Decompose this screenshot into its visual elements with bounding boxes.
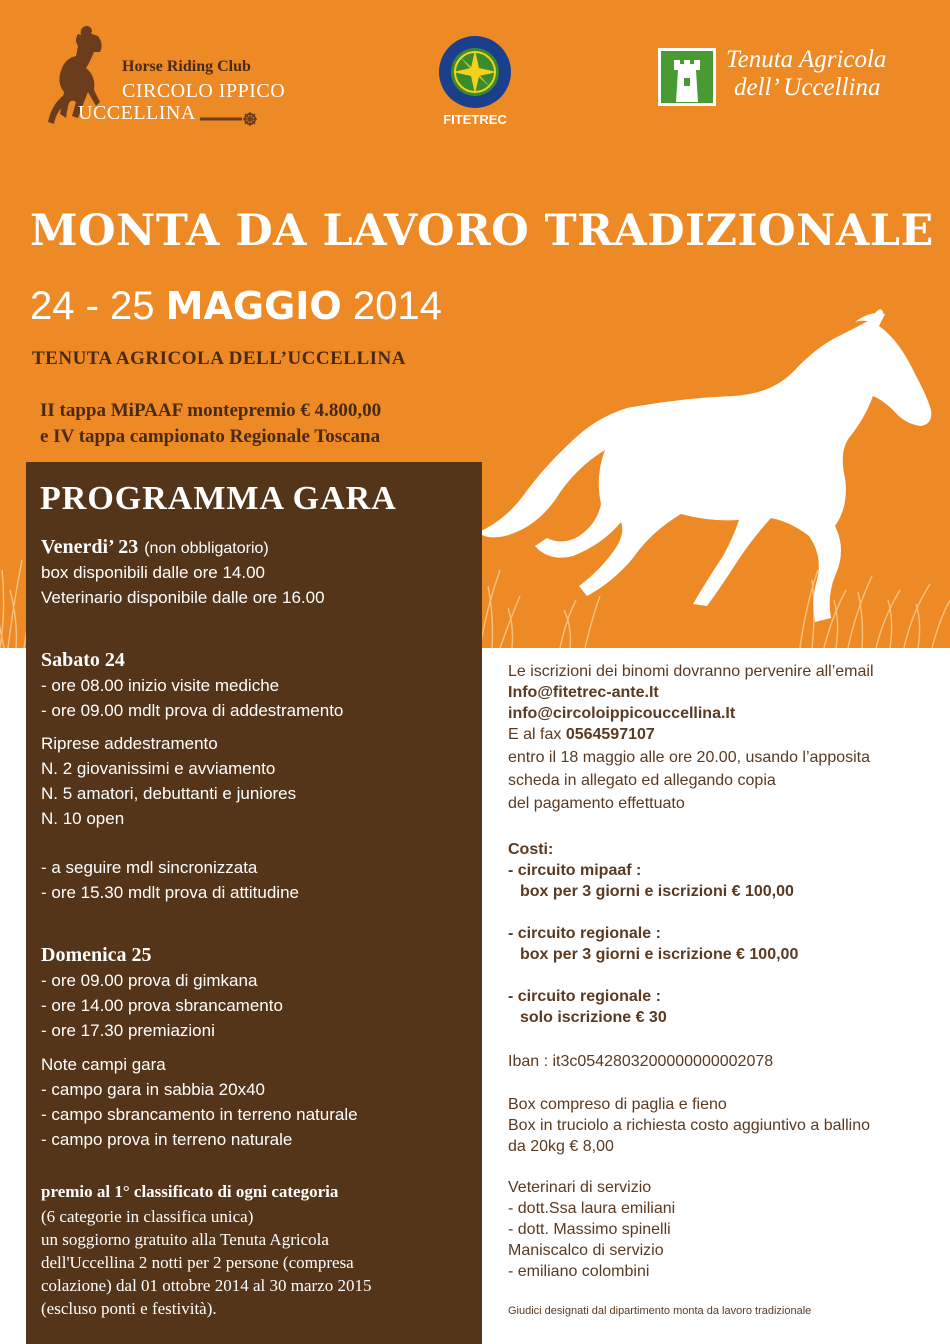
prize-line: un soggiorno gratuito alla Tenuta Agricola bbox=[41, 1230, 329, 1249]
sunday-line: - ore 09.00 prova di gimkana bbox=[41, 971, 258, 990]
fitetrec-logo bbox=[420, 34, 530, 134]
prize-line: colazione) dal 01 ottobre 2014 al 30 marzo 2015 bbox=[41, 1276, 372, 1295]
notes-line: - campo sbrancamento in terreno naturale bbox=[41, 1105, 358, 1124]
friday-heading-text: Venerdi’ 23 bbox=[41, 536, 139, 558]
programma-gara-panel bbox=[26, 462, 482, 1344]
riprese-heading: Riprese addestramento bbox=[41, 734, 218, 753]
notes-line: - campo prova in terreno naturale bbox=[41, 1130, 293, 1149]
costi-heading: Costi: bbox=[508, 841, 554, 858]
event-days: 24 - 25 bbox=[30, 284, 155, 328]
riprese-line: N. 10 open bbox=[41, 809, 125, 828]
cost-detail: box per 3 giorni e iscrizioni € 100,00 bbox=[520, 883, 794, 900]
cost-detail: box per 3 giorni e iscrizione € 100,00 bbox=[520, 946, 799, 963]
cost-label: - circuito regionale : bbox=[508, 925, 661, 942]
box-line: da 20kg € 8,00 bbox=[508, 1138, 614, 1155]
email-link[interactable]: Info@fitetrec-ante.It bbox=[508, 684, 659, 701]
tenuta-logo bbox=[658, 46, 928, 116]
event-title: MONTA DA LAVORO TRADIZIONALE bbox=[30, 206, 934, 256]
box-line: Box in truciolo a richiesta costo aggiuntivo a ballino bbox=[508, 1117, 870, 1134]
stage-line-2: e IV tappa campionato Regionale Toscana bbox=[40, 426, 381, 447]
tower-icon bbox=[658, 48, 716, 106]
event-month: MAGGIO bbox=[165, 284, 342, 328]
fax-line bbox=[508, 726, 655, 744]
friday-line: box disponibili dalle ore 14.00 bbox=[41, 563, 265, 582]
fax-label: E al fax bbox=[508, 726, 562, 743]
galloping-horse-silhouette bbox=[475, 300, 935, 640]
stage-line-1: II tappa MiPAAF montepremio € 4.800,00 bbox=[40, 400, 382, 421]
event-year: 2014 bbox=[352, 284, 442, 328]
deadline-line: del pagamento effettuato bbox=[508, 795, 685, 812]
club-name-line2: UCCELLINA bbox=[78, 102, 196, 124]
federation-label: FITETREC bbox=[443, 112, 507, 127]
prize-line: (6 categorie in classifica unica) bbox=[41, 1207, 254, 1226]
saturday-after-line: - a seguire mdl sincronizzata bbox=[41, 858, 258, 877]
saturday-heading: Sabato 24 bbox=[41, 649, 125, 671]
deadline-line: entro il 18 maggio alle ore 20.00, usando l’apposita bbox=[508, 749, 871, 766]
cost-label: - circuito regionale : bbox=[508, 988, 661, 1005]
prize-heading: premio al 1° classificato di ogni categoria bbox=[41, 1182, 339, 1201]
friday-note: (non obbligatorio) bbox=[144, 540, 269, 557]
prize-line: (escluso ponti e festività). bbox=[41, 1299, 217, 1318]
fitetrec-compass-emblem-icon bbox=[420, 34, 530, 114]
event-dates bbox=[30, 284, 442, 329]
event-venue: TENUTA AGRICOLA DELL’UCCELLINA bbox=[32, 348, 406, 369]
saturday-line: - ore 08.00 inizio visite mediche bbox=[41, 676, 280, 695]
farrier-line: - emiliano colombini bbox=[508, 1263, 650, 1280]
prize-line: dell'Uccellina 2 notti per 2 persone (compresa bbox=[41, 1253, 354, 1272]
club-name-line1: CIRCOLO IPPICO bbox=[122, 80, 286, 102]
sunday-line: - ore 17.30 premiazioni bbox=[41, 1021, 215, 1040]
vet-line: - dott. Massimo spinelli bbox=[508, 1221, 671, 1238]
iscrizioni-intro: Le iscrizioni dei binomi dovranno pervenire all’email bbox=[508, 663, 874, 680]
friday-heading bbox=[41, 536, 269, 559]
box-line: Box compreso di paglia e fieno bbox=[508, 1096, 727, 1113]
club-subtitle: Horse Riding Club bbox=[122, 58, 251, 75]
riprese-line: N. 5 amatori, debuttanti e juniores bbox=[41, 784, 297, 803]
tenuta-name-line2: dell’ Uccellina bbox=[734, 74, 881, 101]
footer-note: Giudici designati dal dipartimento monta da lavoro tradizionale bbox=[508, 1305, 812, 1317]
circolo-ippico-logo bbox=[38, 22, 298, 132]
farrier-heading: Maniscalco di servizio bbox=[508, 1242, 664, 1259]
cost-label: - circuito mipaaf : bbox=[508, 862, 642, 879]
saturday-after-line: - ore 15.30 mdlt prova di attitudine bbox=[41, 883, 299, 902]
fax-number: 0564597107 bbox=[565, 726, 655, 743]
sunday-heading: Domenica 25 bbox=[41, 944, 152, 966]
notes-heading: Note campi gara bbox=[41, 1055, 166, 1074]
programma-title: PROGRAMMA GARA bbox=[40, 480, 397, 517]
email-link[interactable]: info@circoloippicouccellina.It bbox=[508, 705, 736, 722]
iban-line: Iban : it3c0542803200000000002078 bbox=[508, 1053, 774, 1070]
tenuta-name-line1: Tenuta Agricola bbox=[726, 46, 887, 73]
saturday-line: - ore 09.00 mdlt prova di addestramento bbox=[41, 701, 344, 720]
friday-line: Veterinario disponibile dalle ore 16.00 bbox=[41, 588, 325, 607]
vet-heading: Veterinari di servizio bbox=[508, 1179, 652, 1196]
vet-line: - dott.Ssa laura emiliani bbox=[508, 1200, 676, 1217]
sunday-line: - ore 14.00 prova sbrancamento bbox=[41, 996, 283, 1015]
cost-detail: solo iscrizione € 30 bbox=[520, 1009, 667, 1026]
deadline-line: scheda in allegato ed allegando copia bbox=[508, 772, 776, 789]
riprese-line: N. 2 giovanissimi e avviamento bbox=[41, 759, 276, 778]
spur-icon bbox=[200, 112, 260, 126]
notes-line: - campo gara in sabbia 20x40 bbox=[41, 1080, 265, 1099]
